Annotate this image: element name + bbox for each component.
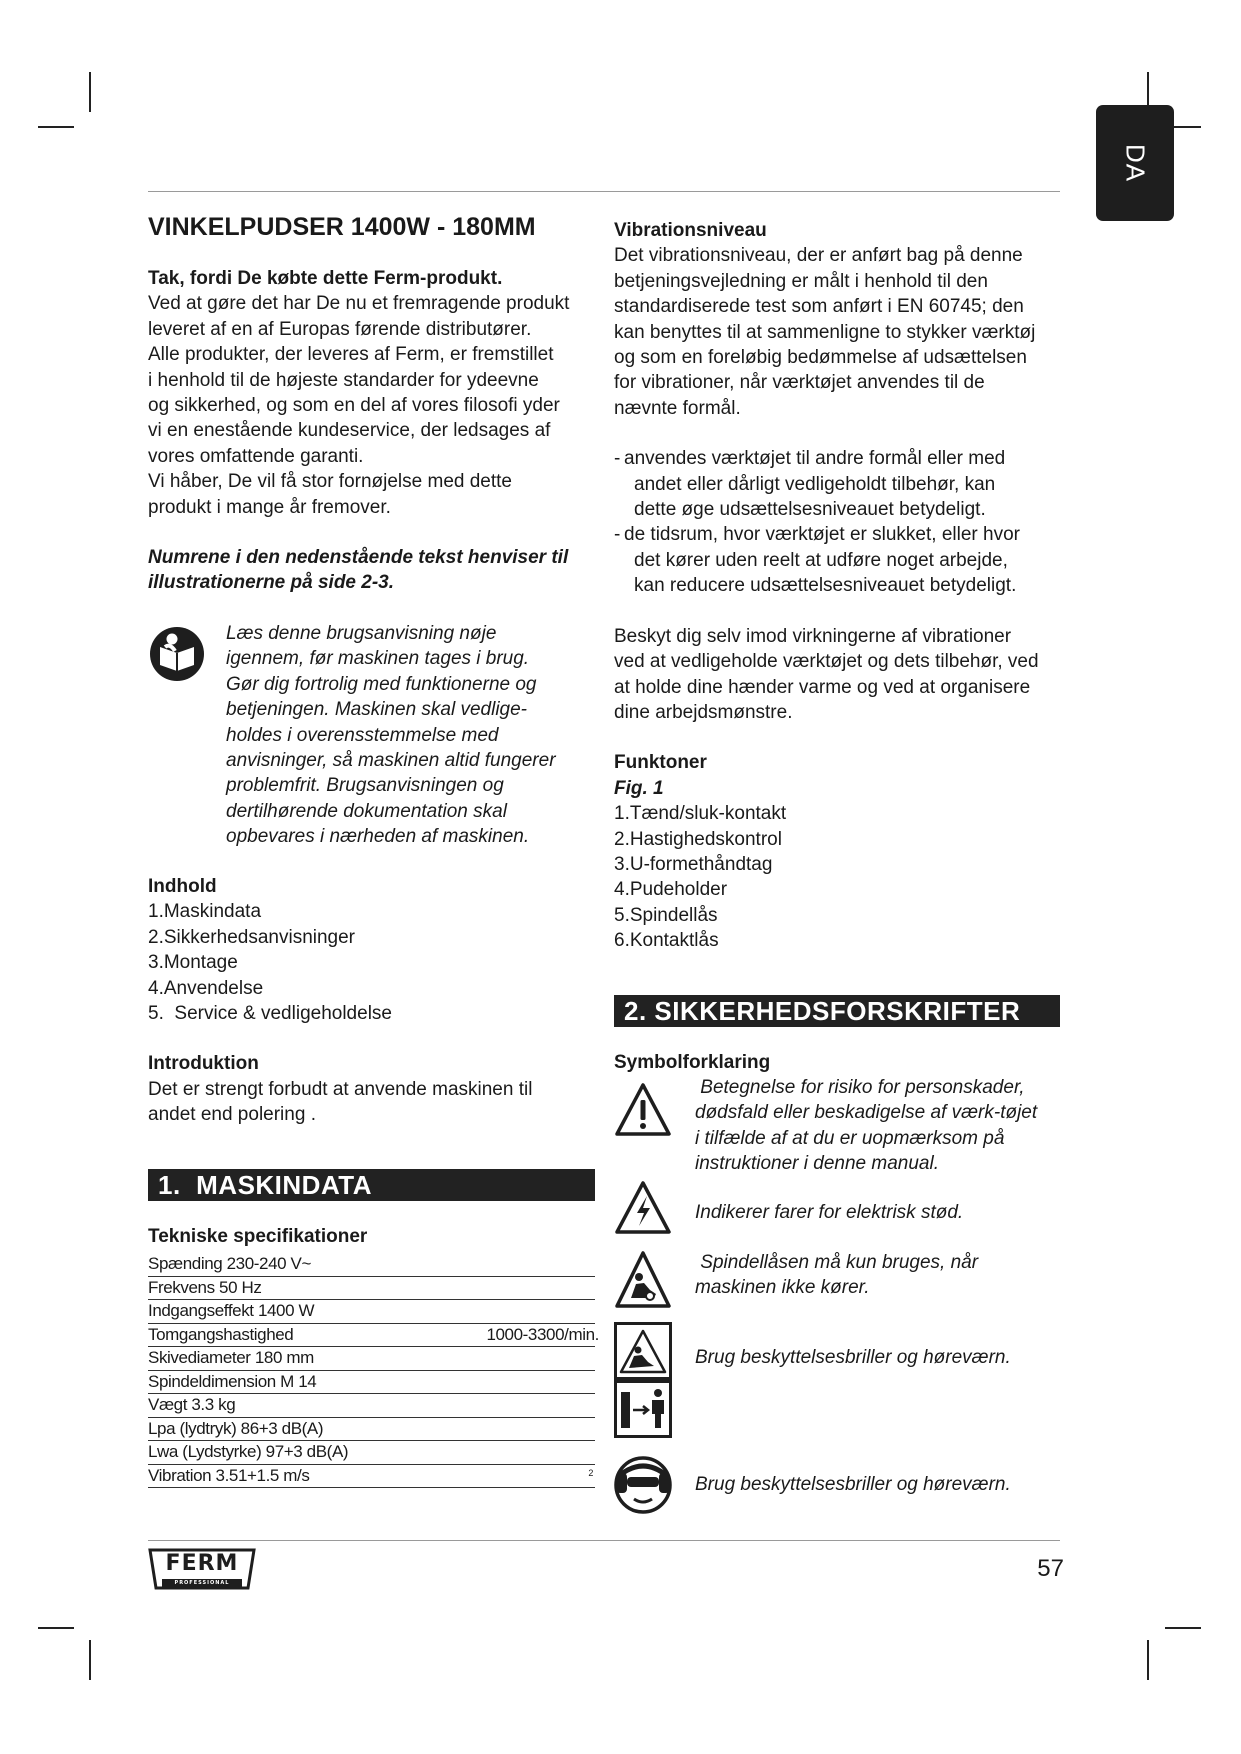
intro-line: produkt i mange år fremover. bbox=[148, 496, 391, 518]
read-manual-line: opbevares i nærheden af maskinen. bbox=[226, 826, 530, 848]
spec-row bbox=[148, 1300, 595, 1324]
intro-line: og sikkerhed, og som en del af vores filosofi yder bbox=[148, 395, 560, 417]
numbers-note bbox=[148, 545, 600, 596]
read-manual-line: problemfrit. Brugsanvisningen og bbox=[226, 775, 504, 797]
symbols-heading-wrap bbox=[614, 1050, 1066, 1075]
symbol-warning-text bbox=[695, 1075, 1075, 1177]
ferm-logo-tagline: PROFESSIONAL bbox=[174, 1580, 230, 1586]
protect-line: Beskyt dig selv imod virkningerne af vibrationer bbox=[614, 625, 1012, 647]
contents-item: 5. Service & vedligeholdelse bbox=[148, 1003, 392, 1025]
vibration-superscript: 2 bbox=[588, 1467, 593, 1478]
spec-row bbox=[148, 1324, 599, 1348]
functions-item: 6.Kontaktlås bbox=[614, 930, 719, 952]
spec-value: 1000-3300/min. bbox=[486, 1324, 599, 1344]
dash-item-line: dette øge udsættelsesniveauet betydeligt. bbox=[634, 499, 986, 521]
read-manual-line: betjeningen. Maskinen skal vedlige- bbox=[226, 699, 528, 721]
read-manual-line: holdes i overensstemmelse med bbox=[226, 724, 499, 746]
left-column bbox=[148, 212, 600, 596]
bottom-rule bbox=[148, 1540, 1060, 1541]
functions-item: 1.Tænd/sluk-kontakt bbox=[614, 803, 787, 825]
dash-item-line: anvendes værktøjet til andre formål eller med bbox=[624, 448, 1006, 470]
warning-triangle-icon bbox=[614, 1082, 672, 1138]
symbol-text-line: Brug beskyttelsesbriller og høreværn. bbox=[695, 1347, 1011, 1368]
numbers-note-line: illustrationerne på side 2-3. bbox=[148, 572, 395, 594]
vibration-heading: Vibrationsniveau bbox=[614, 220, 767, 241]
symbol-text-line: Indikerer farer for elektrisk stød. bbox=[695, 1202, 964, 1223]
contents-section bbox=[148, 874, 600, 1128]
numbers-note-line: Numrene i den nedenstående tekst henviser til bbox=[148, 547, 569, 569]
symbol-text-line: dødsfald eller beskadigelse af værk-tøjet bbox=[695, 1102, 1038, 1124]
intro-line: Vi håber, De vil få stor fornøjelse med dette bbox=[148, 471, 512, 493]
page-number: 57 bbox=[1037, 1555, 1064, 1582]
spec-label: Frekvens 50 Hz bbox=[148, 1277, 262, 1297]
spec-row bbox=[148, 1253, 595, 1277]
page-title: VINKELPUDSER 1400W - 180MM bbox=[148, 213, 536, 241]
spec-label: Skivediameter 180 mm bbox=[148, 1348, 314, 1367]
symbols-heading: Symbolforklaring bbox=[614, 1052, 771, 1073]
crop-mark-top-left-h bbox=[38, 126, 74, 128]
dash-item-line: de tidsrum, hvor værktøjet er slukket, eller hvor bbox=[624, 524, 1020, 546]
vibration-line: standardiserede test som anført i EN 60745; den bbox=[614, 296, 1024, 318]
language-tab bbox=[1096, 105, 1174, 221]
functions-item: 3.U-formethåndtag bbox=[614, 853, 773, 875]
spec-label: Spænding 230-240 V~ bbox=[148, 1254, 312, 1273]
symbol-text-line: Betegnelse for risiko for personskader, bbox=[695, 1077, 1025, 1098]
contents-item: 3.Montage bbox=[148, 952, 238, 974]
symbol-electric-text bbox=[695, 1200, 1075, 1225]
spec-row bbox=[148, 1371, 595, 1395]
electric-shock-icon bbox=[614, 1180, 672, 1236]
vibration-line: Det vibrationsniveau, der er anført bag på denne bbox=[614, 245, 1023, 267]
functions-item: 5.Spindellås bbox=[614, 904, 718, 926]
ferm-logo-brand: FERM bbox=[165, 1551, 239, 1576]
intro-line: vores omfattende garanti. bbox=[148, 445, 364, 467]
symbol-goggles-box-text bbox=[695, 1345, 1075, 1370]
dash-item: - anvendes værktøjet til andre formål eller med andet eller dårligt vedligeholdt tilbehør, kan dette øge udsættelsesniveauet betydeligt. bbox=[614, 446, 1066, 522]
spec-label: Lpa (lydtryk) 86+3 dB(A) bbox=[148, 1418, 324, 1438]
protect-line: at holde dine hænder varme og ved at organisere bbox=[614, 676, 1031, 698]
spec-label: Indgangseffekt 1400 W bbox=[148, 1301, 315, 1320]
spec-label: Vægt 3.3 kg bbox=[148, 1395, 236, 1414]
spec-label: Tomgangshastighed bbox=[148, 1324, 294, 1344]
vibration-line: betjeningsvejledning er målt i henhold til den bbox=[614, 270, 988, 292]
ferm-logo bbox=[148, 1546, 256, 1592]
right-column bbox=[614, 218, 1066, 954]
spec-row bbox=[148, 1465, 595, 1489]
spec-row bbox=[148, 1441, 595, 1465]
spec-label: Spindeldimension M 14 bbox=[148, 1371, 317, 1391]
dash-item-line: andet eller dårligt vedligeholdt tilbehør, kan bbox=[634, 473, 996, 495]
vibration-line: for vibrationer, når værktøjet anvendes til de bbox=[614, 372, 985, 394]
symbol-text-line: Brug beskyttelsesbriller og høreværn. bbox=[695, 1474, 1011, 1495]
top-rule bbox=[148, 191, 1060, 192]
contents-item: 4.Anvendelse bbox=[148, 977, 264, 999]
introduction-heading: Introduktion bbox=[148, 1053, 259, 1075]
functions-item: 4.Pudeholder bbox=[614, 879, 728, 901]
crop-mark-bottom-left-v bbox=[89, 1640, 91, 1680]
spec-row bbox=[148, 1418, 595, 1442]
intro-line: i henhold til de højeste standarder for ydeevne bbox=[148, 369, 539, 391]
spec-row bbox=[148, 1394, 595, 1418]
read-manual-line: dertilhørende dokumentation skal bbox=[226, 800, 507, 822]
read-manual-line: Læs denne brugsanvisning nøje bbox=[226, 623, 497, 644]
introduction-line: andet end polering . bbox=[148, 1104, 316, 1126]
contents-heading: Indhold bbox=[148, 876, 217, 897]
spindle-lock-icon bbox=[614, 1250, 672, 1310]
safety-boxes-icon bbox=[614, 1322, 672, 1438]
thanks-heading: Tak, fordi De købte dette Ferm-produkt. bbox=[148, 268, 503, 289]
intro-line: Alle produkter, der leveres af Ferm, er fremstillet bbox=[148, 344, 554, 366]
intro-line: vi en enestående kundeservice, der ledsages af bbox=[148, 420, 551, 442]
crop-mark-bottom-left-h bbox=[38, 1627, 74, 1629]
functions-item: 2.Hastighedskontrol bbox=[614, 828, 782, 850]
specs-heading-wrap bbox=[148, 1224, 600, 1249]
intro-line: Ved at gøre det har De nu et fremragende produkt bbox=[148, 293, 570, 315]
symbol-spindle-text bbox=[695, 1250, 1075, 1301]
dash-list bbox=[614, 446, 1066, 598]
language-tab-label: DA bbox=[1120, 143, 1151, 183]
protect-paragraph bbox=[614, 624, 1066, 726]
functions-fig: Fig. 1 bbox=[614, 777, 664, 799]
protect-line: ved at vedligeholde værktøjet og dets tilbehør, ved bbox=[614, 651, 1039, 673]
symbol-text-line: maskinen ikke kører. bbox=[695, 1277, 870, 1299]
dash-item-line: kan reducere udsættelsesniveauet betydeligt. bbox=[634, 575, 1017, 597]
section-1-heading: 1. MASKINDATA bbox=[148, 1169, 595, 1201]
goggles-earmuffs-icon bbox=[614, 1455, 672, 1515]
spec-label: Lwa (Lydstyrke) 97+3 dB(A) bbox=[148, 1442, 349, 1461]
read-manual-line: anvisninger, så maskinen altid fungerer bbox=[226, 750, 556, 772]
introduction-line: Det er strengt forbudt at anvende maskinen til bbox=[148, 1078, 533, 1100]
specs-heading: Tekniske specifikationer bbox=[148, 1226, 368, 1247]
read-manual-text bbox=[226, 621, 606, 850]
contents-item: 1.Maskindata bbox=[148, 901, 262, 923]
vibration-line: kan benyttes til at sammenligne to stykker værktøj bbox=[614, 321, 1036, 343]
contents-item: 2.Sikkerhedsanvisninger bbox=[148, 926, 356, 948]
read-manual-line: igennem, før maskinen tages i brug. bbox=[226, 648, 530, 670]
spec-label: Vibration 3.51+1.5 m/s bbox=[148, 1465, 310, 1485]
spec-row bbox=[148, 1277, 595, 1301]
crop-mark-bottom-right-h bbox=[1165, 1627, 1201, 1629]
intro-paragraph bbox=[148, 291, 600, 520]
symbol-text-line: Spindellåsen må kun bruges, når bbox=[695, 1252, 979, 1273]
spec-row bbox=[148, 1347, 595, 1371]
crop-mark-bottom-right-v bbox=[1147, 1640, 1149, 1680]
crop-mark-top-left-v bbox=[89, 72, 91, 112]
intro-line: leveret af en af Europas førende distributører. bbox=[148, 318, 532, 340]
symbol-goggles-head-text bbox=[695, 1472, 1075, 1497]
specs-table bbox=[148, 1253, 599, 1488]
protect-line: dine arbejdsmønstre. bbox=[614, 701, 793, 723]
section-2-heading: 2. SIKKERHEDSFORSKRIFTER bbox=[614, 995, 1060, 1027]
vibration-line: og som en foreløbig bedømmelse af udsættelsen bbox=[614, 347, 1027, 369]
dash-item-line: det kører uden reelt at udføre noget arbejde, bbox=[634, 549, 1008, 571]
symbol-text-line: i tilfælde af at du er uopmærksom på bbox=[695, 1127, 1005, 1149]
dash-item: - de tidsrum, hvor værktøjet er slukket, eller hvor det kører uden reelt at udføre noget arbejde, kan reducere udsættelsesniveauet betydeligt. bbox=[614, 522, 1066, 598]
functions-heading: Funktoner bbox=[614, 752, 707, 774]
vibration-line: nævnte formål. bbox=[614, 397, 741, 419]
symbol-text-line: instruktioner i denne manual. bbox=[695, 1153, 939, 1175]
read-manual-line: Gør dig fortrolig med funktionerne og bbox=[226, 673, 537, 695]
read-manual-icon bbox=[148, 625, 206, 683]
